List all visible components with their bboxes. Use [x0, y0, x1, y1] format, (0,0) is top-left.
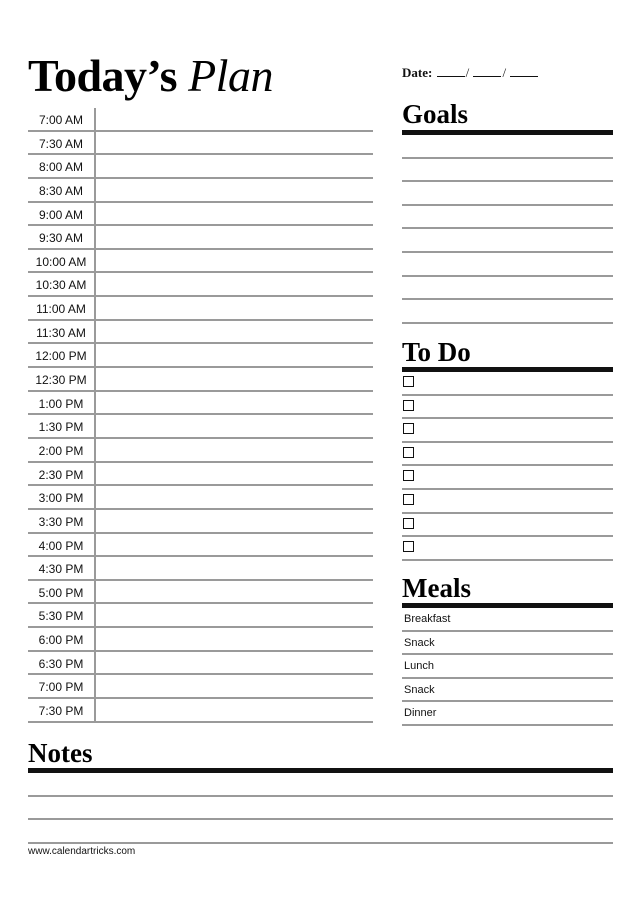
meal-row[interactable] [402, 679, 613, 703]
page-title [28, 50, 273, 102]
schedule-row [28, 581, 373, 605]
time-slot-entry[interactable] [94, 534, 373, 556]
schedule-row [28, 604, 373, 628]
meal-label: Lunch [404, 660, 434, 673]
time-label: 8:30 AM [38, 183, 84, 198]
time-slot-entry[interactable] [94, 415, 373, 437]
schedule-row [28, 628, 373, 652]
time-label: 7:00 PM [38, 680, 84, 695]
schedule-row [28, 179, 373, 203]
meal-label: Dinner [404, 707, 437, 720]
goals-heading: Goals [402, 99, 469, 129]
note-line[interactable] [28, 773, 613, 797]
schedule-row [28, 534, 373, 558]
checkbox-icon[interactable] [403, 518, 414, 529]
goal-line[interactable] [402, 229, 613, 253]
time-slot-entry[interactable] [94, 510, 373, 532]
goal-line[interactable] [402, 277, 613, 301]
schedule-row [28, 652, 373, 676]
goal-line[interactable] [402, 253, 613, 277]
schedule-row [28, 155, 373, 179]
title-main: Today’s [28, 50, 189, 101]
time-label: 11:00 AM [36, 302, 86, 317]
time-slot-entry[interactable] [94, 675, 373, 697]
meal-label: Snack [404, 636, 435, 649]
time-label: 2:30 PM [38, 467, 84, 482]
schedule-row [28, 463, 373, 487]
time-slot-entry[interactable] [94, 132, 373, 154]
time-label: 7:00 AM [38, 113, 84, 127]
date-month-blank[interactable] [437, 66, 465, 77]
time-label: 6:00 PM [38, 633, 84, 648]
date-slash: / [502, 65, 507, 80]
meal-label: Snack [404, 683, 435, 696]
date-label: Date: [402, 65, 433, 80]
schedule-row [28, 203, 373, 227]
checkbox-icon[interactable] [403, 376, 414, 387]
time-label: 10:30 AM [35, 278, 87, 293]
checkbox-icon[interactable] [403, 470, 414, 481]
todo-heading: To Do [402, 337, 471, 367]
time-label: 12:30 PM [35, 373, 87, 388]
meal-row[interactable] [402, 702, 613, 726]
checkbox-icon[interactable] [403, 400, 414, 411]
time-label: 7:30 AM [38, 136, 84, 151]
time-label: 1:30 PM [38, 420, 84, 435]
time-slot-entry[interactable] [94, 557, 373, 579]
meals-list [402, 608, 613, 726]
time-slot-entry[interactable] [94, 250, 373, 272]
todo-list [402, 372, 613, 561]
time-slot-entry[interactable] [94, 344, 373, 366]
time-slot-entry[interactable] [94, 179, 373, 201]
checkbox-icon[interactable] [403, 541, 414, 552]
meal-row[interactable] [402, 655, 613, 679]
date-field [402, 65, 539, 81]
schedule-row [28, 344, 373, 368]
schedule-row [28, 486, 373, 510]
todo-item[interactable] [402, 514, 613, 538]
date-day-blank[interactable] [473, 66, 501, 77]
schedule-row [28, 699, 373, 723]
todo-item[interactable] [402, 419, 613, 443]
checkbox-icon[interactable] [403, 423, 414, 434]
time-slot-entry[interactable] [94, 699, 373, 721]
time-label: 3:30 PM [38, 514, 84, 529]
todo-item[interactable] [402, 372, 613, 396]
schedule-row [28, 368, 373, 392]
time-label: 9:00 AM [38, 207, 84, 222]
meals-heading: Meals [402, 573, 471, 603]
time-label: 9:30 AM [38, 231, 84, 246]
note-line[interactable] [28, 820, 613, 844]
time-slot-entry[interactable] [94, 155, 373, 177]
time-slot-entry[interactable] [94, 439, 373, 461]
time-label: 11:30 AM [36, 325, 86, 340]
time-slot-entry[interactable] [94, 203, 373, 225]
time-label: 7:30 PM [38, 704, 84, 719]
goal-line[interactable] [402, 159, 613, 183]
schedule-row [28, 297, 373, 321]
time-slot-entry[interactable] [94, 652, 373, 674]
goal-line[interactable] [402, 135, 613, 159]
time-slot-entry[interactable] [94, 392, 373, 414]
schedule-row [28, 321, 373, 345]
goal-line[interactable] [402, 300, 613, 324]
schedule-row [28, 226, 373, 250]
time-slot-entry[interactable] [94, 226, 373, 248]
time-slot-entry[interactable] [94, 297, 373, 319]
schedule-row [28, 250, 373, 274]
time-slot-entry[interactable] [94, 368, 373, 390]
time-label: 1:00 PM [38, 396, 84, 411]
time-slot-entry[interactable] [94, 628, 373, 650]
goal-line[interactable] [402, 206, 613, 230]
checkbox-icon[interactable] [403, 494, 414, 505]
time-slot-entry[interactable] [94, 463, 373, 485]
checkbox-icon[interactable] [403, 447, 414, 458]
todo-item[interactable] [402, 537, 613, 561]
notes-area [28, 773, 613, 844]
hourly-schedule [28, 108, 373, 723]
meal-row[interactable] [402, 608, 613, 632]
schedule-row [28, 108, 373, 132]
time-label: 5:30 PM [38, 609, 84, 624]
footer-url: www.calendartricks.com [28, 846, 136, 857]
date-slash: / [465, 65, 470, 80]
schedule-row [28, 392, 373, 416]
goals-list [402, 135, 613, 324]
schedule-row [28, 557, 373, 581]
note-line[interactable] [28, 797, 613, 821]
time-label: 4:00 PM [38, 538, 84, 553]
time-label: 5:00 PM [38, 585, 84, 600]
time-slot-entry[interactable] [94, 581, 373, 603]
time-slot-entry[interactable] [94, 108, 373, 130]
time-label: 4:30 PM [38, 562, 84, 577]
time-label: 6:30 PM [38, 656, 84, 671]
todo-item[interactable] [402, 443, 613, 467]
time-label: 12:00 PM [35, 349, 87, 364]
schedule-row [28, 510, 373, 534]
todo-item[interactable] [402, 396, 613, 420]
time-label: 8:00 AM [38, 160, 84, 175]
time-label: 2:00 PM [38, 443, 84, 458]
time-label: 3:00 PM [38, 491, 84, 506]
todo-item[interactable] [402, 466, 613, 490]
schedule-row [28, 273, 373, 297]
schedule-row [28, 132, 373, 156]
notes-heading: Notes [28, 738, 93, 768]
date-year-blank[interactable] [510, 66, 538, 77]
meal-row[interactable] [402, 632, 613, 656]
schedule-row [28, 675, 373, 699]
title-italic: Plan [188, 50, 273, 101]
meal-label: Breakfast [404, 613, 451, 625]
schedule-row [28, 415, 373, 439]
time-slot-entry[interactable] [94, 321, 373, 343]
time-slot-entry[interactable] [94, 604, 373, 626]
time-label: 10:00 AM [35, 254, 87, 269]
time-slot-entry[interactable] [94, 486, 373, 508]
schedule-row [28, 439, 373, 463]
goal-line[interactable] [402, 182, 613, 206]
time-slot-entry[interactable] [94, 273, 373, 295]
todo-item[interactable] [402, 490, 613, 514]
